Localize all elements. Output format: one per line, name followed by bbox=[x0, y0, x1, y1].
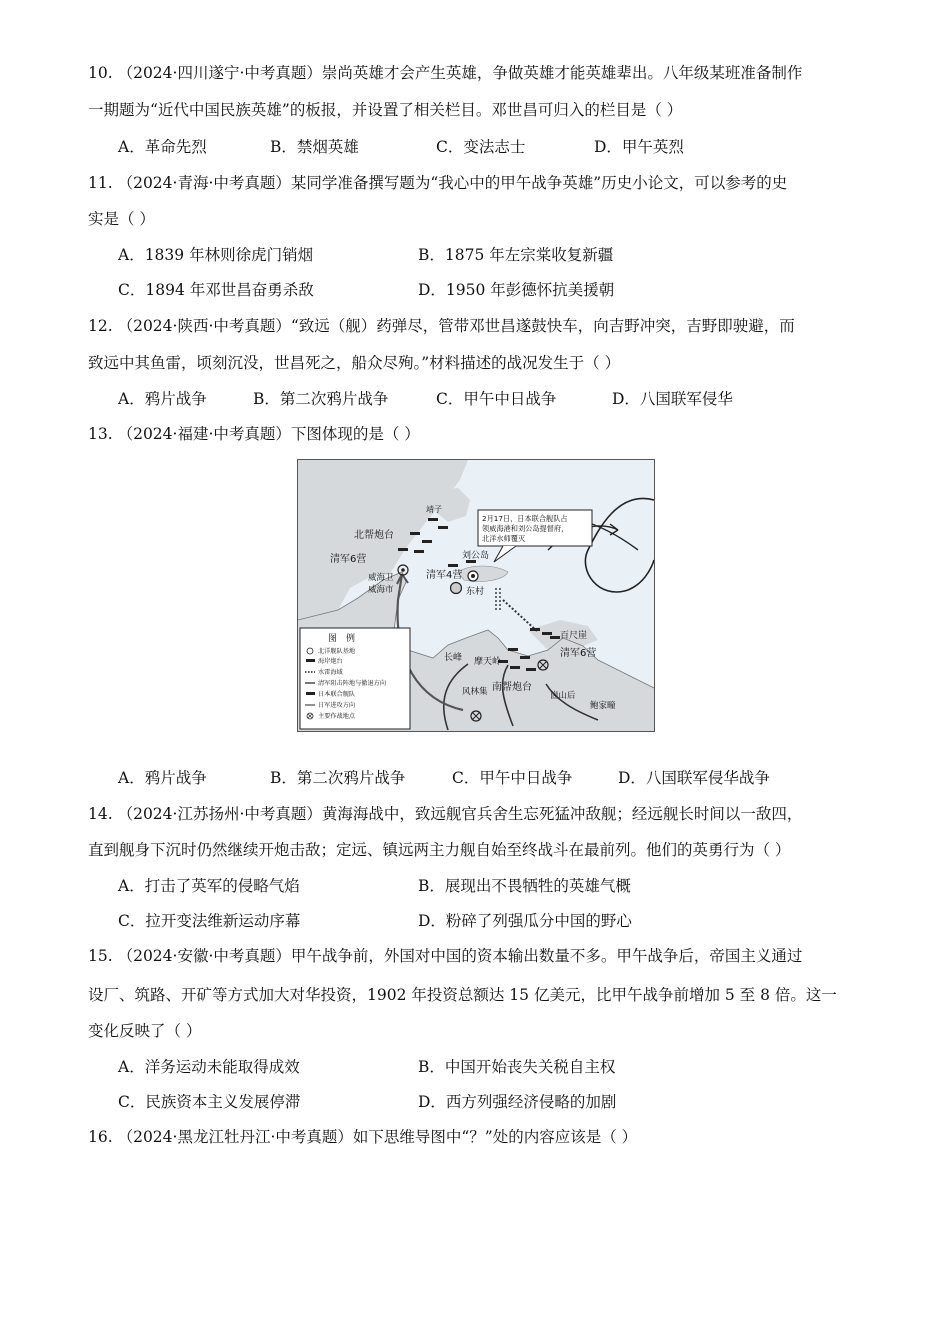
option-b[interactable]: B．中国开始丧失关税自主权 bbox=[418, 1058, 616, 1076]
option-b[interactable]: B．1875 年左宗棠收复新疆 bbox=[418, 246, 614, 264]
option-c[interactable]: C．甲午中日战争 bbox=[436, 390, 557, 408]
question-15-line-2: 设厂、筑路、开矿等方式加大对华投资，1902 年投资总额达 15 亿美元，比甲午战争前增加 5 至 8 倍。这一 bbox=[88, 986, 837, 1004]
label-fenglinji: 风林集 bbox=[462, 687, 488, 697]
label-yangshanhou: 崮山后 bbox=[550, 691, 576, 701]
option-a[interactable]: A．打击了英军的侵略气焰 bbox=[118, 877, 300, 895]
question-16-line-1: 16. （2024·黑龙江牡丹江·中考真题）如下思维导图中“？”处的内容应该是（ ） bbox=[88, 1128, 638, 1146]
label-dongcun: 东村 bbox=[466, 587, 485, 597]
question-10-line-1: 10. （2024·四川遂宁·中考真题）崇尚英雄才会产生英雄，争做英雄才能英雄辈出。八年级某班准备制作 bbox=[88, 64, 803, 82]
question-14-line-2: 直到舰身下沉时仍然继续开炮击敌；定远、镇远两主力舰自始至终战斗在最前列。他们的英勇行为（ ） bbox=[88, 841, 791, 859]
legend-title: 图 例 bbox=[328, 634, 356, 644]
option-c[interactable]: C．1894 年邓世昌奋勇杀敌 bbox=[118, 281, 314, 299]
question-10-line-2: 一期题为“近代中国民族英雄”的板报，并设置了相关栏目。邓世昌可归入的栏目是（ ） bbox=[88, 101, 683, 119]
label-qing6-east: 清军6营 bbox=[560, 648, 597, 659]
question-15-line-3: 变化反映了（ ） bbox=[88, 1022, 202, 1040]
option-a[interactable]: A．洋务运动未能取得成效 bbox=[118, 1058, 300, 1076]
question-12-line-2: 致远中其鱼雷，顷刻沉没，世昌死之，船众尽殉。”材料描述的战况发生于（ ） bbox=[88, 354, 621, 372]
question-12-line-1: 12. （2024·陕西·中考真题）“致远（舰）药弹尽，管带邓世昌遂鼓快车，向吉野冲突，吉野即驶避，而 bbox=[88, 317, 795, 335]
label-jingzi: 靖子 bbox=[426, 505, 442, 514]
legend-item-base: 北洋舰队基地 bbox=[318, 648, 356, 655]
label-nanbang: 南帮炮台 bbox=[492, 682, 532, 693]
question-11-line-1: 11. （2024·青海·中考真题）某同学准备撰写题为“我心中的甲午战争英雄”历史小论文，可以参考的史 bbox=[88, 174, 788, 192]
option-d[interactable]: D．甲午英烈 bbox=[594, 138, 684, 156]
callout-line-3: 北洋水师覆灭 bbox=[482, 534, 526, 543]
question-14-line-1: 14. （2024·江苏扬州·中考真题）黄海海战中，致远舰官兵舍生忘死猛冲敌舰；经远舰长时间以一敌四， bbox=[88, 805, 803, 823]
legend-item-japanese-advance: 日军进攻方向 bbox=[318, 702, 356, 709]
option-d[interactable]: D．西方列强经济侵略的加剧 bbox=[418, 1093, 617, 1111]
option-b[interactable]: B．展现出不畏牺牲的英雄气概 bbox=[418, 877, 631, 895]
callout-line-1: 2月17日，日本联合舰队占 bbox=[482, 514, 568, 523]
option-a[interactable]: A．鸦片战争 bbox=[118, 390, 207, 408]
option-b[interactable]: B．第二次鸦片战争 bbox=[270, 769, 406, 787]
callout-line-2: 领威海港和刘公岛提督府， bbox=[482, 524, 569, 533]
weihaiwei-battle-map bbox=[297, 459, 655, 732]
legend-item-japanese-fleet: 日本联合舰队 bbox=[318, 691, 356, 698]
option-b[interactable]: B．第二次鸦片战争 bbox=[253, 390, 389, 408]
option-d[interactable]: D．八国联军侵华战争 bbox=[618, 769, 770, 787]
label-weihaishi: 威海市 bbox=[368, 585, 394, 595]
legend-item-qing-retreat: 清军阻击阵地与撤退方向 bbox=[318, 680, 387, 687]
label-beibang: 北帮炮台 bbox=[354, 530, 394, 541]
option-d[interactable]: D．八国联军侵华 bbox=[612, 390, 733, 408]
label-changfeng: 长峰 bbox=[444, 653, 463, 663]
option-c[interactable]: C．拉开变法维新运动序幕 bbox=[118, 912, 301, 930]
label-qing4: 清军4营 bbox=[426, 570, 463, 581]
option-d[interactable]: D．粉碎了列强瓜分中国的野心 bbox=[418, 912, 632, 930]
label-liugongdao: 刘公岛 bbox=[462, 551, 490, 561]
label-baichiya: 百尺崖 bbox=[560, 631, 588, 641]
option-b[interactable]: B．禁烟英雄 bbox=[270, 138, 359, 156]
legend-item-fort: 海岸炮台 bbox=[318, 658, 343, 665]
option-a[interactable]: A．鸦片战争 bbox=[118, 769, 207, 787]
option-c[interactable]: C．甲午中日战争 bbox=[452, 769, 573, 787]
option-d[interactable]: D．1950 年彭德怀抗美援朝 bbox=[418, 281, 615, 299]
option-c[interactable]: C．民族资本主义发展停滞 bbox=[118, 1093, 301, 1111]
label-weihaiwei: 威海卫 bbox=[368, 573, 394, 583]
question-13-line-1: 13. （2024·福建·中考真题）下图体现的是（ ） bbox=[88, 425, 420, 443]
option-a[interactable]: A．革命先烈 bbox=[118, 138, 207, 156]
label-motianling: 摩天岭 bbox=[474, 657, 502, 667]
label-baojiatuan: 鲍家疃 bbox=[590, 701, 616, 711]
option-c[interactable]: C．变法志士 bbox=[436, 138, 526, 156]
question-15-line-1: 15. （2024·安徽·中考真题）甲午战争前，外国对中国的资本输出数量不多。甲午战争后，帝国主义通过 bbox=[88, 947, 803, 965]
legend-item-mines: 水雷海域 bbox=[318, 669, 343, 676]
option-a[interactable]: A．1839 年林则徐虎门销烟 bbox=[118, 246, 314, 264]
label-qing6-west: 清军6营 bbox=[330, 554, 367, 565]
question-11-line-2: 实是（ ） bbox=[88, 210, 155, 228]
legend-item-battle-site: 主要作战地点 bbox=[318, 713, 356, 720]
